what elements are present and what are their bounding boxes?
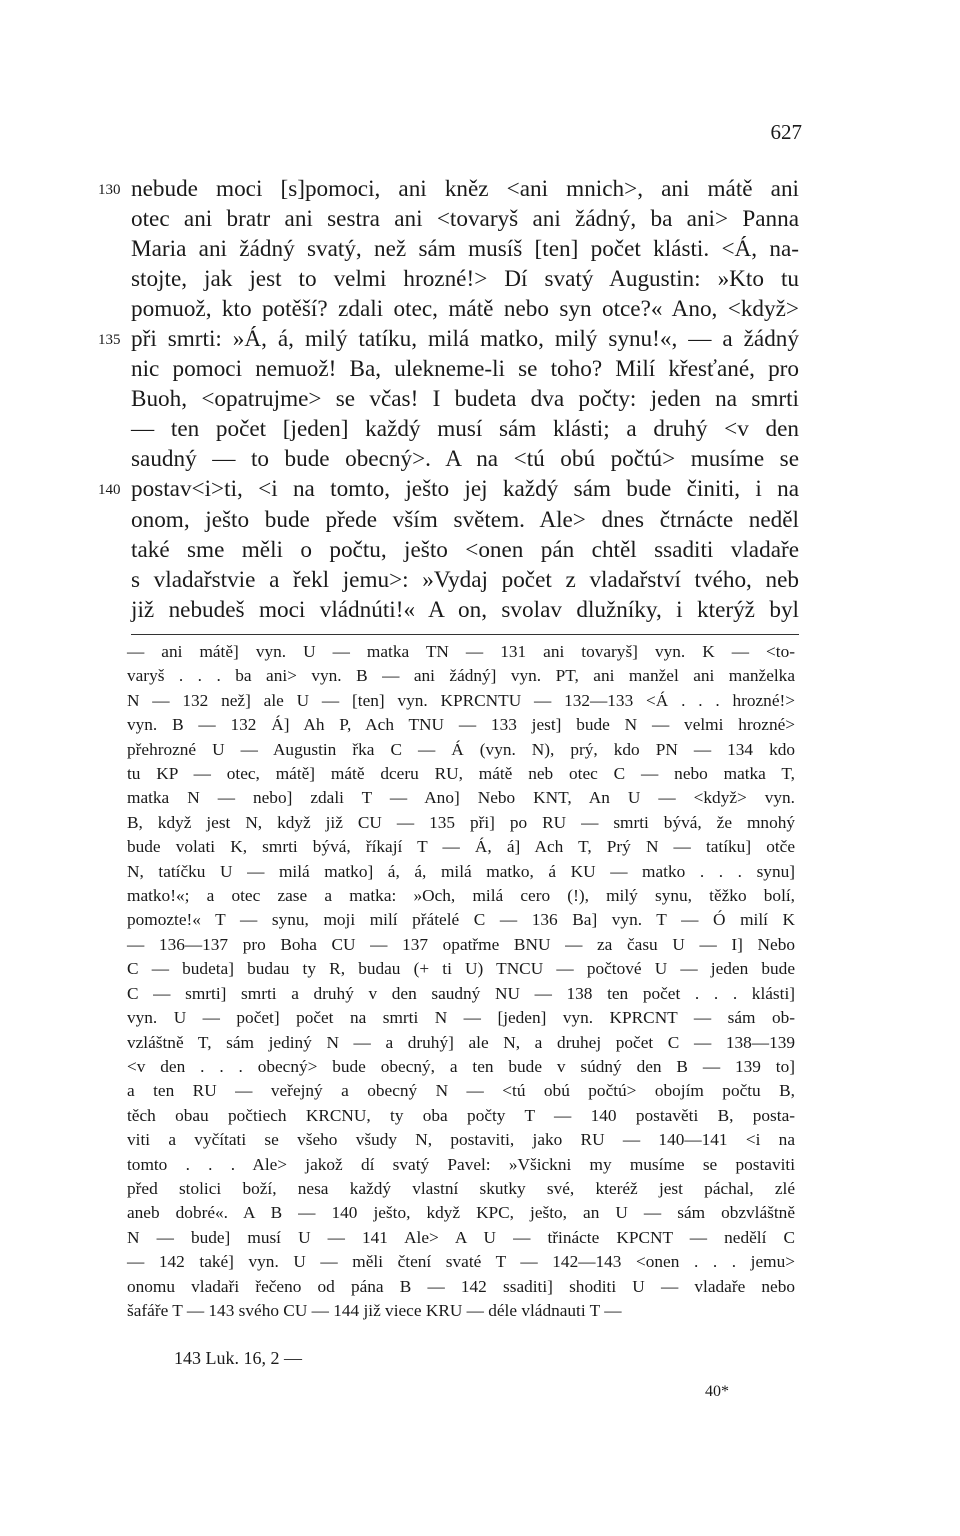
line-text: pomuož, kto potěší? zdali otec, mátě nebo syn otce?« Ano, <když> [131, 296, 799, 323]
text-line [131, 234, 799, 264]
apparatus-line: N — 132 než] ale U — [ten] vyn. KPRCNTU — 132—133 <Á . . . hrozné!> [127, 690, 795, 710]
line-text: Buoh, <opatrujme> se včas! I budeta dva počty: jeden na smrti [131, 386, 799, 413]
apparatus-line: vzláštně T, sám jediný N — a druhý] ale N, a druhej počet C — 138—139 [127, 1032, 795, 1052]
text-line [131, 444, 799, 474]
line-text: otec ani bratr ani sestra ani <tovaryš ani žádný, ba ani> Panna [131, 206, 799, 233]
apparatus-line: vyn. U — počet] počet na smrti N — [jeden] vyn. KPRCNT — sám ob- [127, 1008, 795, 1028]
apparatus-line: a ten RU — veřejný a obecný N — <tú obú počtú> obojím počtu B, [127, 1081, 795, 1101]
text-line [131, 294, 799, 324]
apparatus-line: N — bude] musí U — 141 Ale> A U — třinácte KPCNT — nedělí C [127, 1227, 795, 1247]
line-text: Maria ani žádný svatý, než sám musíš [ten] počet klásti. <Á, na- [131, 236, 799, 263]
line-text: také sme měli o počtu, ješto <onen pán chtěl ssaditi vladaře [131, 536, 799, 563]
apparatus-line: C — smrti] smrti a druhý v den saudný NU — 138 ten počet . . . klásti] [127, 983, 795, 1003]
apparatus-line: aneb dobré«. A B — 140 ješto, když KPC, ješto, an U — sám obzvláštně [127, 1203, 795, 1223]
apparatus-line: tu KP — otec, mátě] mátě dceru RU, mátě neb otec C — nebo matka T, [127, 764, 795, 784]
line-text: při smrti: »Á, á, milý tatíku, milá matko, milý synu!«, — a žádný [131, 326, 799, 353]
text-line [131, 595, 799, 625]
apparatus-line: N, tatíčku U — milá matko] á, á, milá matko, á KU — matko . . . synu] [127, 861, 795, 881]
apparatus-line: bude volati K, smrti bývá, říkají T — Á, á] Ach T, Prý N — tatíku] otče [127, 837, 795, 857]
apparatus-line: tomto . . . Ale> jakož dí svatý Pavel: »Všickni my musíme se postaviti [127, 1154, 795, 1174]
apparatus-line: těch obau počtiech KRCNU, ty oba počty T — 140 postavěti B, posta- [127, 1105, 795, 1125]
line-number: 135 [98, 332, 121, 349]
apparatus-line: B, když jest N, když již CU — 135 při] po RU — smrti bývá, že mnohý [127, 812, 795, 832]
line-text: nic pomoci nemuož! Ba, ulekneme-li se toho? Milí křesťané, pro [131, 356, 799, 383]
apparatus-line: — 136—137 pro Boha CU — 137 opatřme BNU — za času U — I] Nebo [127, 934, 795, 954]
critical-apparatus [127, 640, 795, 1323]
apparatus-line: <v den . . . obecný> bude obecný, a ten bude v súdný den B — 139 to] [127, 1056, 795, 1076]
text-line [98, 174, 799, 204]
apparatus-line: matka N — nebo] zdali T — Ano] Nebo KNT, An U — <když> vyn. [127, 788, 795, 808]
apparatus-line: viti a vyčítati se všeho všudy N, postaviti, jako RU — 140—141 <i na [127, 1130, 795, 1150]
line-text: — ten počet [jeden] každý musí sám klásti; a druhý <v den [131, 416, 799, 443]
text-line [131, 384, 799, 414]
text-line [98, 474, 799, 504]
line-text: nebude moci [s]pomoci, ani kněz <ani mnich>, ani mátě ani [131, 176, 799, 202]
text-line [131, 535, 799, 565]
apparatus-line: — 142 také] vyn. U — měli čtení svaté T — 142—143 <onen . . . jemu> [127, 1252, 795, 1272]
apparatus-line: šafáře T — 143 svého CU — 144 již viece KRU — déle vládnauti T — [127, 1300, 622, 1320]
line-text: již nebudeš moci vládnúti!« A on, svolav dlužníky, i kterýž byl [131, 596, 799, 623]
apparatus-line: pomozte!« T — synu, moji milí přátelé C — 136 Ba] vyn. T — Ó milí K [127, 910, 795, 930]
text-line [131, 505, 799, 535]
apparatus-line: přehrozné U — Augustin řka C — Á (vyn. N), prý, kdo PN — 134 kdo [127, 739, 795, 759]
apparatus-line: varyš . . . ba ani> vyn. B — ani žádný] vyn. PT, ani manžel ani manželka [127, 666, 795, 686]
line-number: 140 [98, 482, 121, 499]
text-line [131, 354, 799, 384]
main-text [98, 174, 799, 625]
apparatus-line: onomu vladaři řečeno od pána B — 142 ssaditi] shoditi U — vladaře nebo [127, 1276, 795, 1296]
line-text: s vladařstvie a řekl jemu>: »Vydaj počet z vladařství tvého, neb [131, 566, 799, 593]
apparatus-line: C — budeta] budau ty R, budau (+ ti U) TNCU — počtové U — jeden bude [127, 959, 795, 979]
line-text: onom, ješto bude přede vším světem. Ale> dnes čtrnácte neděl [131, 506, 799, 533]
text-line [98, 324, 799, 354]
apparatus-rule [131, 634, 799, 635]
apparatus-line: vyn. B — 132 Á] Ah P, Ach TNU — 133 jest] bude N — velmi hrozné> [127, 715, 795, 735]
line-text: saudný — to bude obecný>. A na <tú obú počtú> musíme se [131, 446, 799, 473]
text-line [131, 204, 799, 234]
apparatus-line: matko!«; a otec zase a matka: »Och, milá cero (!), milý synu, těžko bolí, [127, 886, 795, 906]
text-line [131, 565, 799, 595]
line-text: stojte, jak jest to velmi hrozné!> Dí svatý Augustin: »Kto tu [131, 266, 799, 293]
line-number: 130 [98, 182, 121, 198]
text-line [131, 264, 799, 294]
apparatus-line: před stolici boží, nesa každý vlastní skutky své, kteréž jest páchal, zlé [127, 1178, 795, 1198]
line-text: postav<i>ti, <i na tomto, ješto jej každý sám bude činiti, i na [131, 476, 799, 503]
apparatus-line: — ani mátě] vyn. U — matka TN — 131 ani tovaryš] vyn. K — <to- [127, 642, 795, 661]
signature-mark: 40* [705, 1383, 729, 1400]
footnote: 143 Luk. 16, 2 — [174, 1348, 302, 1368]
page-number: 627 [770, 120, 802, 144]
text-line [131, 414, 799, 444]
